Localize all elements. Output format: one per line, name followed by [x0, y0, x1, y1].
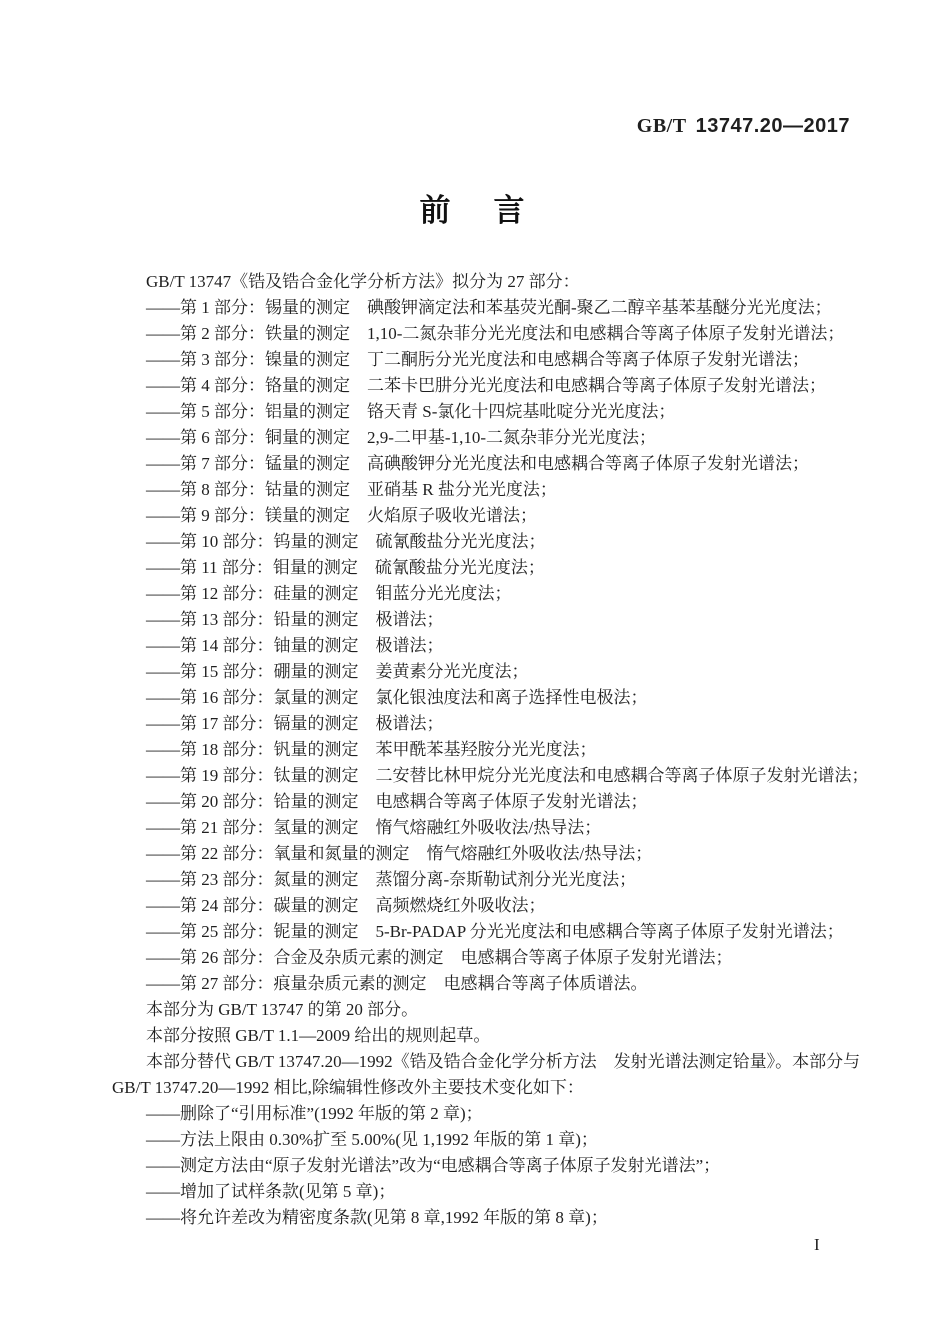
part-list-item: ——第 2 部分：铁量的测定 1,10-二氮杂菲分光光度法和电感耦合等离子体原子发射光谱法；: [146, 324, 845, 343]
part-list-item: ——第 4 部分：铬量的测定 二苯卡巴肼分光光度法和电感耦合等离子体原子发射光谱法；: [146, 376, 826, 395]
part-list-item: ——第 22 部分：氧量和氮量的测定 惰气熔融红外吸收法/热导法；: [146, 844, 653, 863]
part-list-item: ——第 27 部分：痕量杂质元素的测定 电感耦合等离子体质谱法。: [146, 974, 648, 993]
part-list-item: ——第 7 部分：锰量的测定 高碘酸钾分光光度法和电感耦合等离子体原子发射光谱法；: [146, 454, 809, 473]
part-list-item: ——第 9 部分：镁量的测定 火焰原子吸收光谱法；: [146, 506, 537, 525]
parts-list: [112, 295, 869, 997]
paragraph-part-of: 本部分为 GB/T 13747 的第 20 部分。: [146, 1000, 419, 1019]
part-list-item: ——第 12 部分：硅量的测定 钼蓝分光光度法；: [146, 584, 512, 603]
standard-code-number: 13747.20—2017: [695, 115, 850, 137]
standard-code: [637, 114, 850, 138]
part-list-item: ——第 25 部分：铌量的测定 5-Br-PADAP 分光光度法和电感耦合等离子体原子发射光谱法；: [146, 922, 844, 941]
change-list-item: ——将允许差改为精密度条款(见第 8 章,1992 年版的第 8 章)；: [146, 1208, 608, 1227]
part-list-item: ——第 26 部分：合金及杂质元素的测定 电感耦合等离子体原子发射光谱法；: [146, 948, 733, 967]
paragraph-replaces-line1: 本部分替代 GB/T 13747.20—1992《锆及锆合金化学分析方法 发射光谱法测定铪量》。本部分与: [146, 1052, 861, 1071]
standard-code-prefix: GB/T: [636, 115, 687, 137]
part-list-item: ——第 5 部分：铝量的测定 铬天青 S-氯化十四烷基吡啶分光光度法；: [146, 402, 676, 421]
part-list-item: ——第 15 部分：硼量的测定 姜黄素分光光度法；: [146, 662, 529, 681]
change-list-item: ——增加了试样条款(见第 5 章)；: [146, 1182, 396, 1201]
foreword-body: [112, 269, 869, 1231]
part-list-item: ——第 23 部分：氮量的测定 蒸馏分离-奈斯勒试剂分光光度法；: [146, 870, 637, 889]
change-list-item: ——删除了“引用标准”(1992 年版的第 2 章)；: [146, 1104, 483, 1123]
paragraph-drafting-rule: 本部分按照 GB/T 1.1—2009 给出的规则起草。: [146, 1026, 491, 1045]
part-list-item: ——第 3 部分：镍量的测定 丁二酮肟分光光度法和电感耦合等离子体原子发射光谱法；: [146, 350, 809, 369]
page-number: I: [814, 1235, 820, 1254]
part-list-item: ——第 1 部分：锡量的测定 碘酸钾滴定法和苯基荧光酮-聚乙二醇辛基苯基醚分光光度法；: [146, 298, 832, 317]
page-title: 前 言: [419, 193, 531, 228]
part-list-item: ——第 24 部分：碳量的测定 高频燃烧红外吸收法；: [146, 896, 546, 915]
change-list-item: ——测定方法由“原子发射光谱法”改为“电感耦合等离子体原子发射光谱法”；: [146, 1156, 721, 1175]
paragraph-replaces-line2: GB/T 13747.20—1992 相比,除编辑性修改外主要技术变化如下：: [112, 1078, 584, 1097]
change-list-item: ——方法上限由 0.30%扩至 5.00%(见 1,1992 年版的第 1 章)；: [146, 1130, 598, 1149]
part-list-item: ——第 18 部分：钒量的测定 苯甲酰苯基羟胺分光光度法；: [146, 740, 597, 759]
part-list-item: ——第 16 部分：氯量的测定 氯化银浊度法和离子选择性电极法；: [146, 688, 648, 707]
part-list-item: ——第 14 部分：铀量的测定 极谱法；: [146, 636, 444, 655]
intro-paragraph: GB/T 13747《锆及锆合金化学分析方法》拟分为 27 部分：: [146, 272, 580, 291]
part-list-item: ——第 8 部分：钴量的测定 亚硝基 R 盐分光光度法；: [146, 480, 557, 499]
changes-list: [112, 1101, 852, 1231]
part-list-item: ——第 6 部分：铜量的测定 2,9-二甲基-1,10-二氮杂菲分光光度法；: [146, 428, 656, 447]
part-list-item: ——第 20 部分：铪量的测定 电感耦合等离子体原子发射光谱法；: [146, 792, 648, 811]
part-list-item: ——第 10 部分：钨量的测定 硫氰酸盐分光光度法；: [146, 532, 546, 551]
part-list-item: ——第 11 部分：钼量的测定 硫氰酸盐分光光度法；: [146, 558, 545, 577]
part-list-item: ——第 21 部分：氢量的测定 惰气熔融红外吸收法/热导法；: [146, 818, 602, 837]
part-list-item: ——第 19 部分：钛量的测定 二安替比林甲烷分光光度法和电感耦合等离子体原子发射光谱法；: [146, 766, 869, 785]
part-list-item: ——第 17 部分：镉量的测定 极谱法；: [146, 714, 444, 733]
part-list-item: ——第 13 部分：铅量的测定 极谱法；: [146, 610, 444, 629]
